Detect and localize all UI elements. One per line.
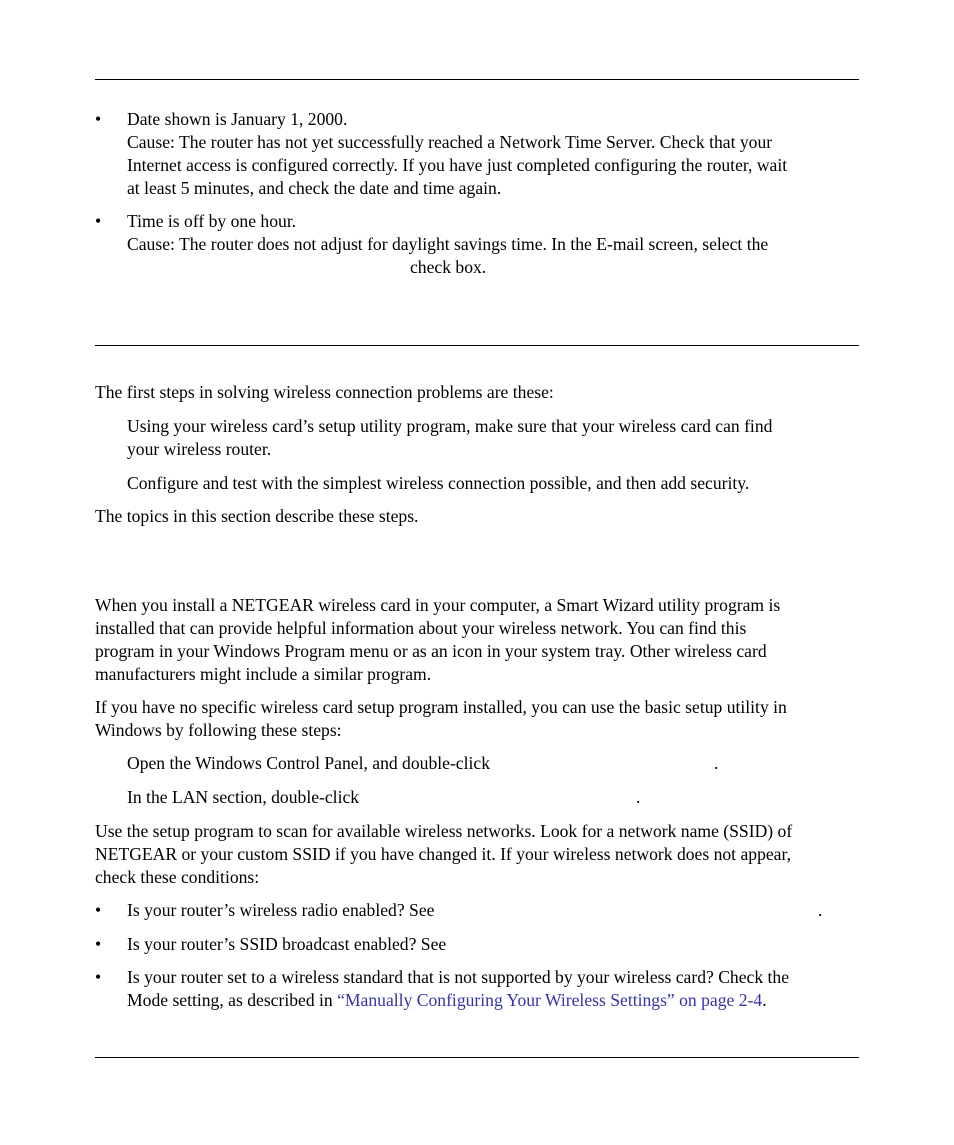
period: .: [636, 787, 641, 807]
bullet: •: [95, 211, 102, 231]
footer-rule: [95, 1057, 859, 1058]
step-item: In the LAN section, double-click: [127, 787, 360, 807]
period: .: [818, 900, 823, 920]
cause-line: Cause: The router does not adjust for daylight savings time. In the E-mail screen, select the: [127, 234, 769, 254]
step-item: Configure and test with the simplest wireless connection possible, and then add security.: [127, 473, 750, 493]
item-date-title: Date shown is January 1, 2000. Cause: The router has not yet successfully reached a Network Time Server. Check that your Internet access is configured correctly. If you have just completed configuring the router, wait at least 5 minutes, and check the date and time again.: [127, 108, 867, 200]
period: .: [714, 753, 719, 773]
step-item: Using your wireless card’s setup utility program, make sure that your wireless card can find your wireless router.: [127, 416, 773, 459]
outro-text: The topics in this section describe these steps.: [95, 506, 419, 526]
bullet: •: [95, 900, 102, 920]
step-item: Open the Windows Control Panel, and double-click: [127, 753, 490, 773]
paragraph: When you install a NETGEAR wireless card in your computer, a Smart Wizard utility program is installed that can provide helpful information about your wireless network. You can find this program in your Windows Program menu or as an icon in your system tray. Other wireless card manufacturers might include a similar program.: [95, 595, 781, 684]
bullet: •: [95, 967, 102, 987]
cross-reference-link[interactable]: “Manually Configuring Your Wireless Settings” on page 2-4: [337, 990, 763, 1010]
check-item: Is your router’s SSID broadcast enabled? See: [127, 934, 447, 954]
check-item: Is your router set to a wireless standard that is not supported by your wireless card? Check the Mode setting, as described in “Manually Configuring Your Wireless Settings” on page 2-4.: [127, 967, 790, 1010]
bullet: •: [95, 934, 102, 954]
check-item: Is your router’s wireless radio enabled? See: [127, 900, 435, 920]
bullet: •: [95, 109, 102, 129]
cause-line: Internet access is configured correctly. If you have just completed configuring the router, wait: [127, 155, 788, 175]
section-rule: [95, 345, 859, 346]
header-rule: [95, 79, 859, 80]
cause-line-checkbox: check box.: [410, 257, 487, 277]
paragraph: If you have no specific wireless card setup program installed, you can use the basic setup utility in Windows by following these steps:: [95, 697, 787, 740]
intro-text: The first steps in solving wireless connection problems are these:: [95, 382, 554, 402]
paragraph: Use the setup program to scan for available wireless networks. Look for a network name (SSID) of NETGEAR or your custom SSID if you have changed it. If your wireless network does not appear, check these conditions:: [95, 821, 793, 887]
cause-line: Cause: The router has not yet successfully reached a Network Time Server. Check that your: [127, 132, 773, 152]
item-time-title: Time is off by one hour. Cause: The router does not adjust for daylight savings time. In the E-mail screen, select the: [127, 210, 867, 256]
cause-line: at least 5 minutes, and check the date and time again.: [127, 178, 502, 198]
